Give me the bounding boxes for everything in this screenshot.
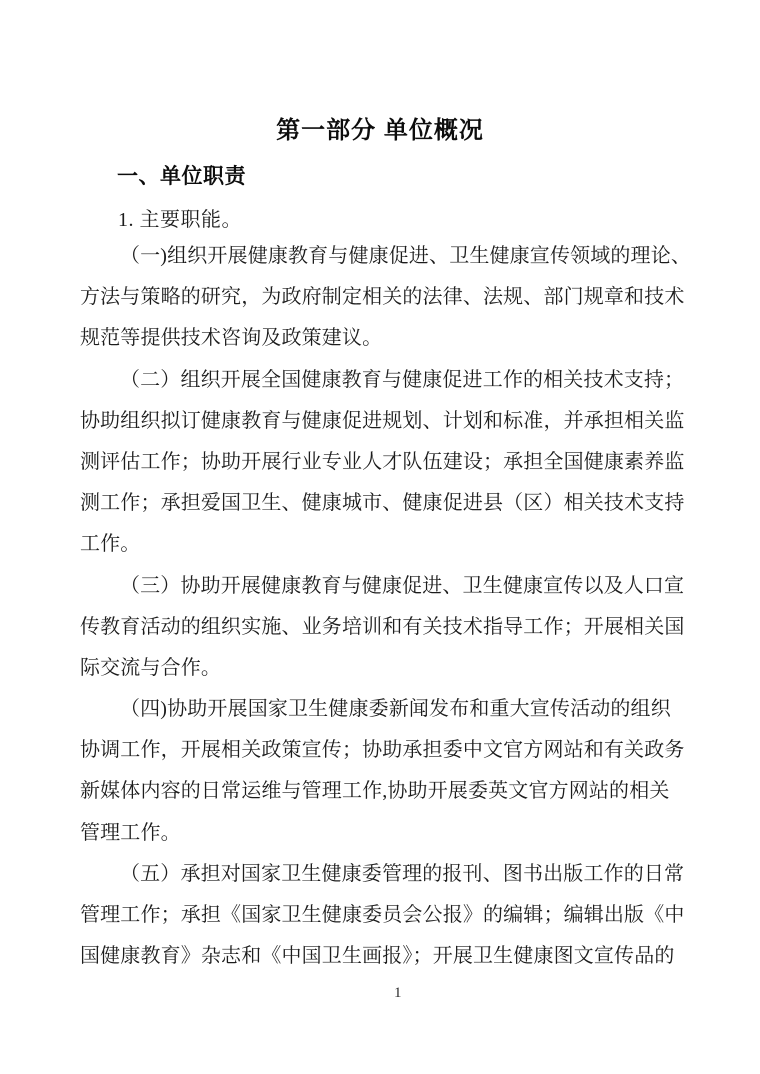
paragraph bbox=[80, 236, 690, 360]
paragraph bbox=[80, 360, 690, 566]
text-line: 工作。 bbox=[80, 533, 141, 556]
text-line: （三）协助开展健康教育与健康促进、卫生健康宣传以及人口宣 bbox=[120, 574, 685, 597]
paragraph bbox=[80, 566, 690, 690]
text-line: 协助组织拟订健康教育与健康促进规划、计划和标准，并承担相关监 bbox=[80, 409, 685, 432]
paragraph bbox=[80, 689, 690, 854]
text-line: 际交流与合作。 bbox=[80, 656, 222, 679]
section-heading: 一、单位职责 bbox=[117, 165, 246, 188]
paragraph bbox=[80, 854, 690, 978]
text-line: 方法与策略的研究，为政府制定相关的法律、法规、部门规章和技术 bbox=[80, 286, 685, 309]
text-line: 协调工作，开展相关政策宣传；协助承担委中文官方网站和有关政务 bbox=[80, 739, 685, 762]
document-body bbox=[80, 236, 690, 977]
text-line: 测工作；承担爱国卫生、健康城市、健康促进县（区）相关技术支持 bbox=[80, 492, 685, 515]
text-line: （一)组织开展健康教育与健康促进、卫生健康宣传领域的理论、 bbox=[120, 245, 692, 267]
page-number: 1 bbox=[394, 985, 402, 1001]
text-line: 规范等提供技术咨询及政策建议。 bbox=[80, 327, 383, 350]
document-title: 第一部分 单位概况 bbox=[276, 117, 484, 144]
text-line: 新媒体内容的日常运维与管理工作,协助开展委英文官方网站的相关 bbox=[80, 780, 670, 803]
text-line: （五）承担对国家卫生健康委管理的报刊、图书出版工作的日常 bbox=[120, 862, 685, 885]
text-line: 管理工作；承担《国家卫生健康委员会公报》的编辑；编辑出版《中 bbox=[80, 904, 685, 926]
text-line: 管理工作。 bbox=[80, 821, 181, 844]
subsection-heading: 1. 主要职能。 bbox=[118, 209, 242, 231]
text-line: （二）组织开展全国健康教育与健康促进工作的相关技术支持； bbox=[120, 368, 685, 391]
text-line: （四)协助开展国家卫生健康委新闻发布和重大宣传活动的组织 bbox=[120, 698, 671, 721]
text-line: 国健康教育》杂志和《中国卫生画报》；开展卫生健康图文宣传品的 bbox=[80, 945, 675, 968]
text-line: 测评估工作；协助开展行业专业人才队伍建设；承担全国健康素养监 bbox=[80, 450, 685, 473]
text-line: 传教育活动的组织实施、业务培训和有关技术指导工作；开展相关国 bbox=[80, 615, 685, 638]
